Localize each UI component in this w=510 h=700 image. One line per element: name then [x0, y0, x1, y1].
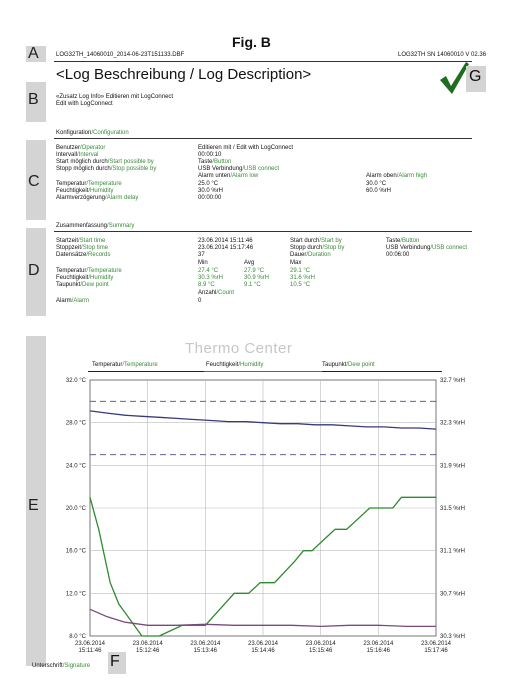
config-start-label: Start möglich durch/Start possible by [56, 159, 154, 165]
x-tick-date: 23.06.2014 [420, 641, 452, 647]
config-delay-value: 00:00:00 [198, 195, 222, 201]
summary-duration-label: Dauer/Duration [290, 252, 331, 258]
y-left-tick-label: 32.0 °C [65, 378, 86, 384]
x-tick-date: 23.06.2014 [363, 641, 394, 647]
config-start-value: Taste/Button [198, 159, 232, 165]
section-letter-b: B [28, 91, 39, 108]
alarm-low-header: Alarm unten/Alarm low [198, 173, 259, 179]
summary-stop-by-value: USB Verbindung/USB connect [386, 245, 468, 251]
summary-stop-time-label: Stoppzeit/Stop time [56, 245, 109, 251]
config-stop-value: USB Verbindung/USB connect [198, 166, 280, 172]
stats-hum-min: 30.3 %rH [198, 275, 224, 281]
stats-temp-avg: 27.9 °C [244, 268, 265, 274]
y-left-tick-label: 28.0 °C [65, 420, 86, 427]
alarm-label: Alarm/Alarm [56, 298, 90, 304]
y-left-tick-label: 16.0 °C [65, 548, 86, 555]
x-tick-date: 23.06.2014 [190, 641, 221, 647]
section-letter-g: G [469, 68, 482, 85]
summary-stop-by-label: Stopp durch/Stop by [290, 245, 345, 251]
section-letter-a: A [28, 45, 39, 62]
signature-label: Unterschrift/Signature [32, 663, 91, 669]
stats-hum-avg: 30.9 %rH [244, 275, 270, 281]
x-tick-date: 23.06.2014 [247, 641, 279, 647]
config-title: Konfiguration/Configuration [56, 130, 129, 136]
config-temp-low: 25.0 °C [198, 181, 219, 187]
section-letter-e: E [28, 497, 39, 514]
config-delay-label: Alarmverzögerung/Alarm delay [56, 195, 139, 201]
legend-humidity: Feuchtigkeit/Humidity [206, 362, 264, 368]
section-letter-c: C [28, 173, 40, 190]
stats-count-header: Anzahl/Count [198, 290, 235, 296]
y-left-tick-label: 12.0 °C [65, 591, 86, 598]
log-info-line-2: Edit with LogConnect [56, 101, 113, 107]
config-hum-high: 60.0 %rH [366, 188, 392, 194]
legend-dew-point: Taupunkt/Dew point [322, 362, 375, 368]
config-hum-low: 30.0 %rH [198, 188, 224, 194]
config-interval-value: 00:00:10 [198, 152, 222, 158]
config-operator-label: Benutzer/Operator [56, 145, 106, 151]
stats-col-min: Min [198, 260, 208, 266]
y-right-tick-label: 31.9 %rH [440, 463, 466, 470]
summary-records: 37 [198, 252, 205, 258]
device-info: LOG32TH SN 14060010 V 02.36 [398, 52, 487, 58]
log-description-title: <Log Beschreibung / Log Description> [56, 66, 312, 83]
stats-dew-min: 8.9 °C [198, 282, 215, 288]
config-stop-label: Stopp möglich durch/Stop possible by [56, 166, 157, 172]
y-right-tick-label: 32.7 %rH [440, 378, 466, 384]
config-hum-label: Feuchtigkeit/Humidity [56, 188, 114, 194]
alarm-high-header: Alarm oben/Alarm high [366, 173, 428, 179]
summary-duration: 00:06:00 [386, 252, 410, 258]
y-right-tick-label: 32.3 %rH [440, 420, 466, 427]
stats-dew-max: 10.5 °C [290, 282, 311, 288]
y-right-tick-label: 31.5 %rH [440, 506, 466, 512]
summary-records-label: Datensätze/Records [56, 252, 111, 258]
x-tick-time: 15:13:46 [193, 648, 218, 654]
stats-dew-label: Taupunkt/Dew point [56, 282, 109, 288]
summary-start-by-value: Taste/Button [386, 238, 420, 244]
stats-hum-max: 31.6 %rH [290, 275, 316, 281]
stats-temp-min: 27.4 °C [198, 268, 219, 274]
x-tick-date: 23.06.2014 [305, 641, 336, 647]
alarm-count: 0 [198, 298, 202, 304]
summary-title: Zusammenfassung/Summary [56, 223, 135, 229]
section-letter-d: D [28, 262, 40, 279]
stats-temp-max: 29.1 °C [290, 268, 311, 274]
y-right-tick-label: 31.1 %rH [440, 548, 466, 555]
stats-temp-label: Temperatur/Temperature [56, 268, 122, 274]
config-temp-high: 30.0 °C [366, 181, 387, 187]
y-right-tick-label: 30.3 %rH [440, 634, 466, 640]
x-tick-time: 15:17:46 [424, 648, 448, 654]
x-tick-time: 15:15:46 [308, 648, 333, 654]
summary-start-by-label: Start durch/Start by [290, 238, 342, 244]
x-tick-date: 23.06.2014 [132, 641, 163, 647]
log-info-line-1: «Zusatz Log Info» Editieren mit LogConnect [56, 94, 174, 100]
y-right-tick-label: 30.7 %rH [440, 591, 466, 598]
config-edit-label: Editieren mit / Edit with LogConnect [198, 145, 294, 151]
stats-col-avg: Avg [244, 260, 255, 266]
file-name: LOG32TH_14060010_2014-06-23T151133.DBF [56, 52, 185, 58]
x-tick-date: 23.06.2014 [74, 641, 106, 647]
summary-start-time-label: Startzeit/Start time [56, 238, 106, 244]
section-letter-f: F [110, 653, 120, 670]
x-tick-time: 15:12:46 [135, 648, 160, 654]
config-temp-label: Temperatur/Temperature [56, 181, 122, 187]
figure-title: Fig. B [232, 34, 271, 50]
stats-hum-label: Feuchtigkeit/Humidity [56, 275, 114, 281]
x-tick-time: 15:16:46 [366, 648, 391, 654]
stats-col-max: Max [290, 260, 302, 266]
watermark: Thermo Center [185, 340, 293, 357]
y-left-tick-label: 24.0 °C [65, 463, 86, 470]
summary-start-time: 23.06.2014 15:11:46 [198, 238, 253, 244]
legend-temperature: Temperatur/Temperature [92, 362, 158, 368]
stats-dew-avg: 9.1 °C [244, 282, 261, 288]
y-left-tick-label: 20.0 °C [65, 506, 86, 512]
y-left-tick-label: 8.0 °C [69, 634, 86, 640]
x-tick-time: 15:11:46 [78, 648, 102, 654]
x-tick-time: 15:14:46 [251, 648, 275, 654]
config-interval-label: Intervall/Interval [56, 152, 99, 158]
summary-stop-time: 23.06.2014 15:17:46 [198, 245, 254, 251]
